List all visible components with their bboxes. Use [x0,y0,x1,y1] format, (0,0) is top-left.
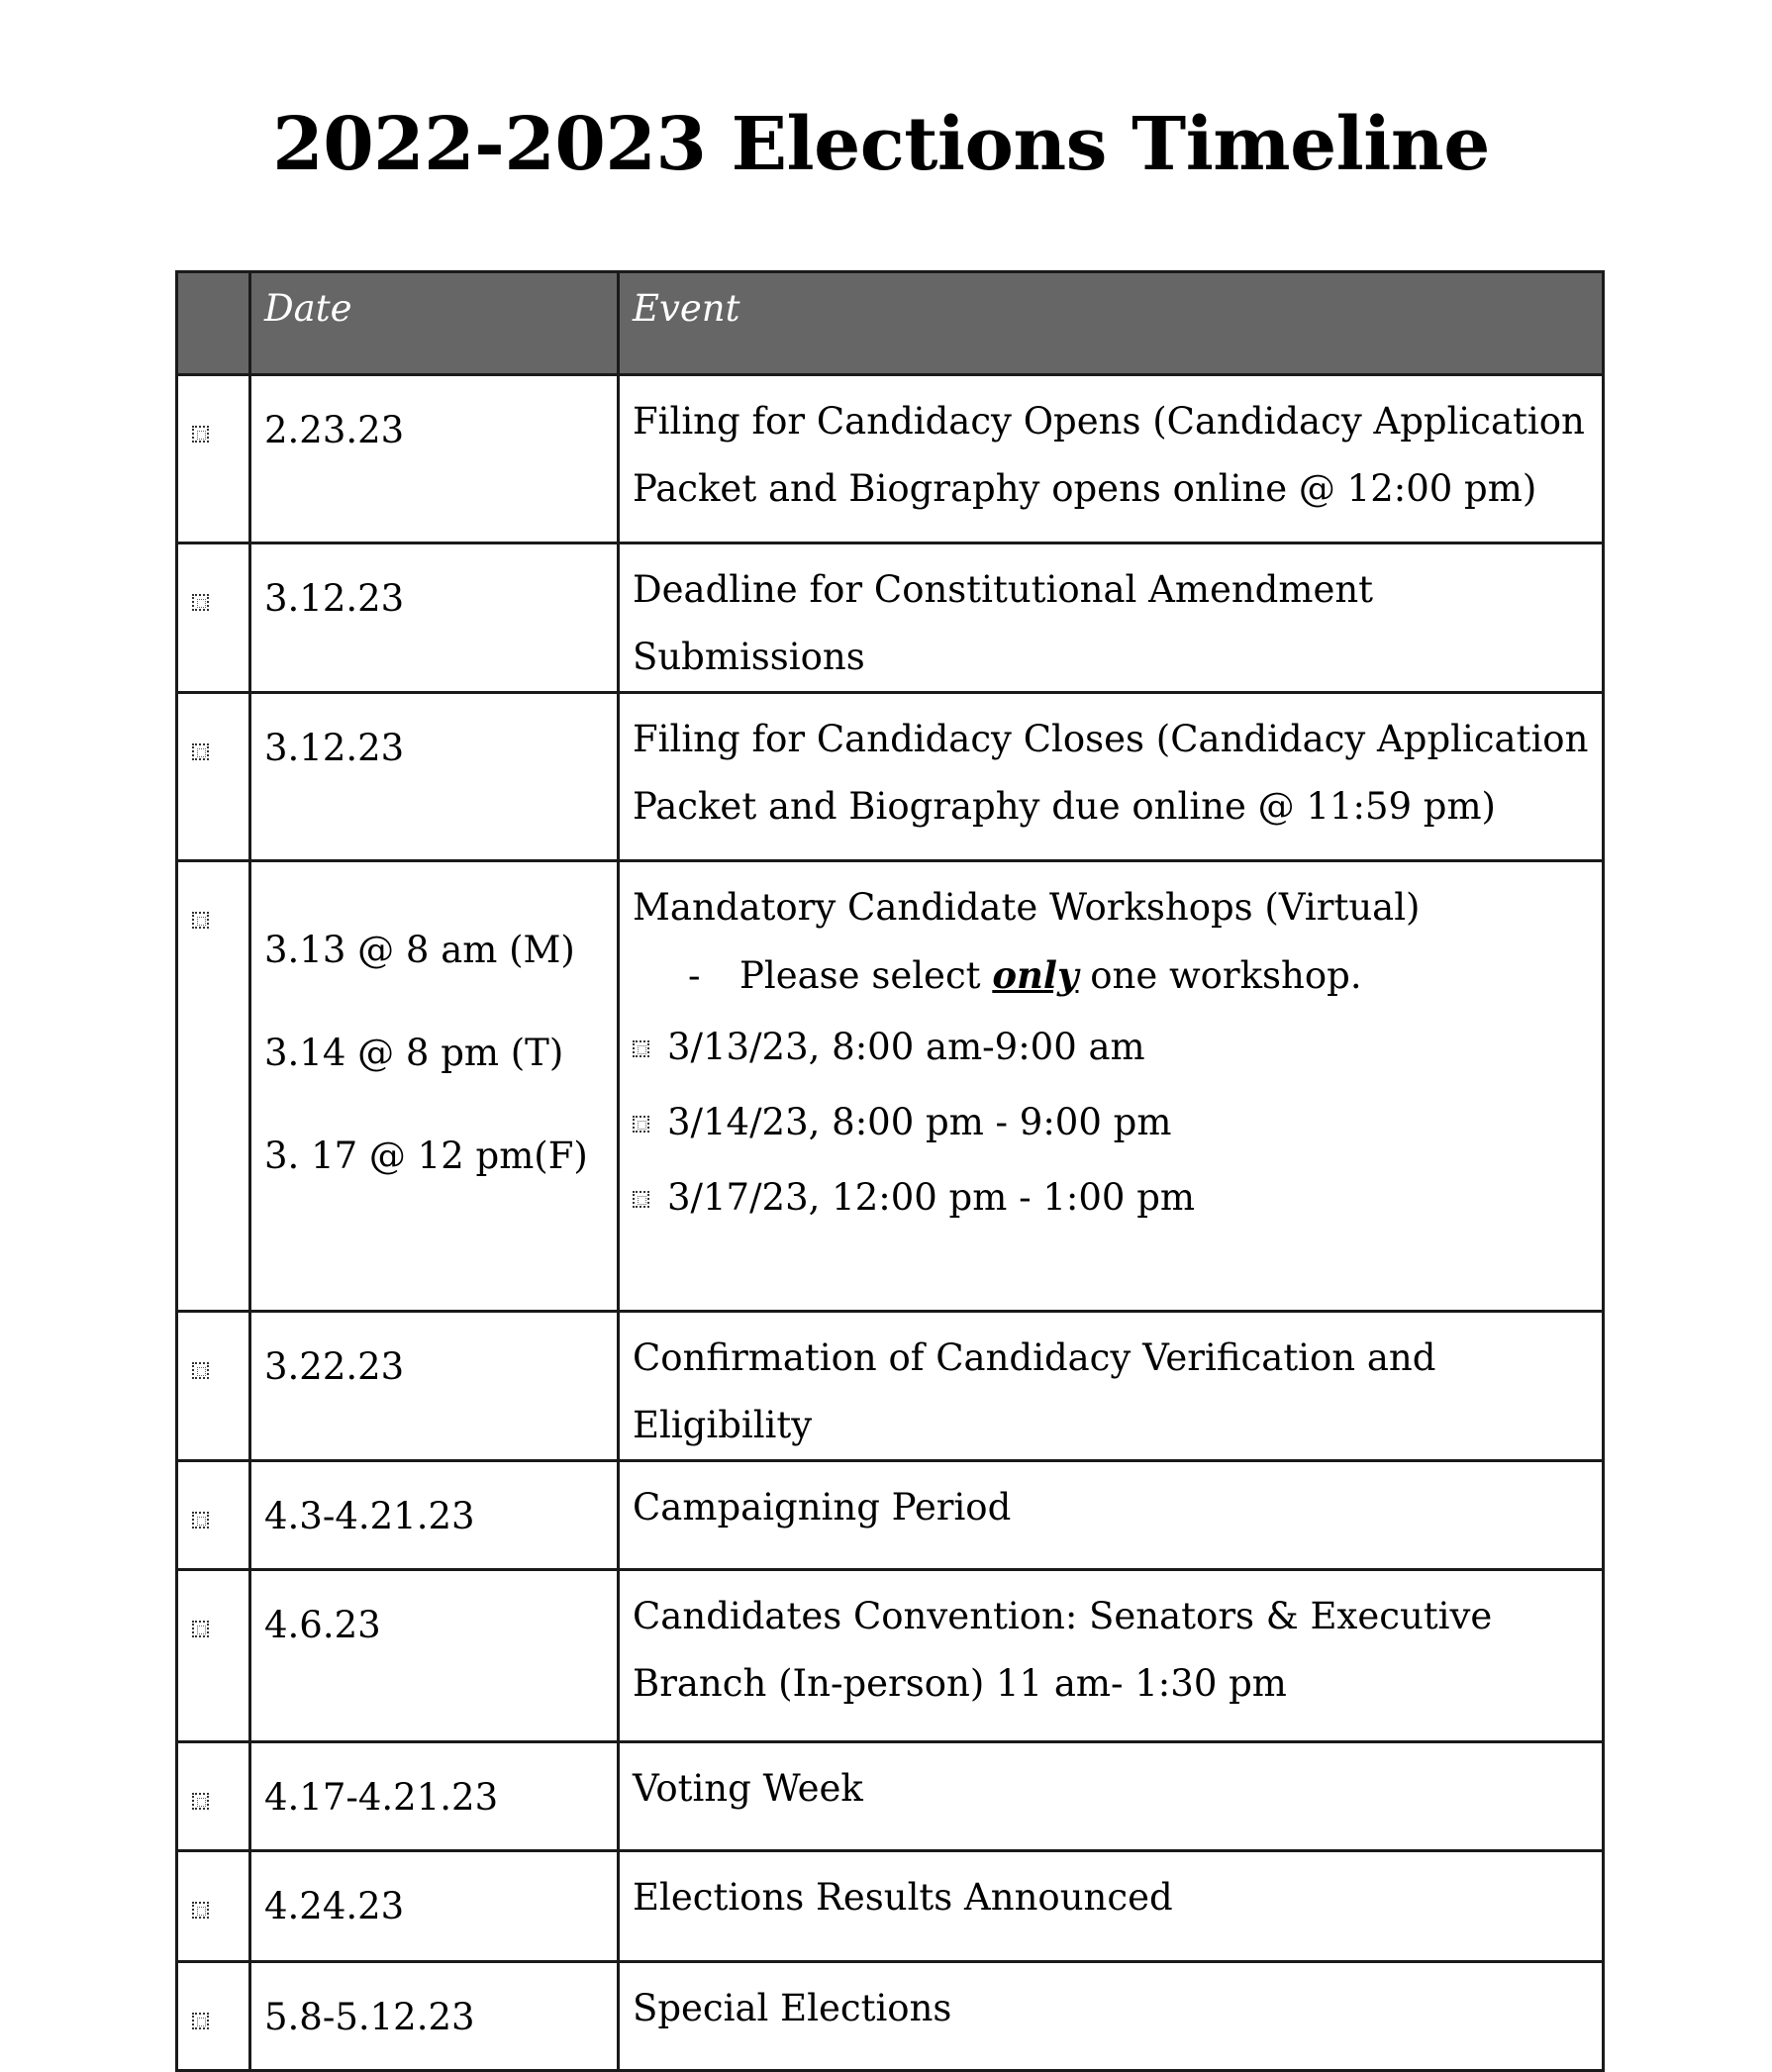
page-title: 2022-2023 Elections Timeline [272,102,1490,187]
checkbox-icon[interactable] [192,1362,209,1379]
table-row [177,1742,1604,1851]
workshop-option-label: 3/17/23, 12:00 pm - 1:00 pm [667,1176,1195,1219]
workshop-date: 3.14 @ 8 pm (T) [264,1032,564,1074]
checkbox-icon[interactable] [192,1621,209,1637]
row-date: 2.23.23 [250,375,619,543]
checkbox-column-header [177,272,250,375]
checkbox-icon[interactable] [633,1040,649,1057]
row-event: Special Elections [619,1962,1604,2071]
row-date: 4.24.23 [250,1851,619,1962]
table-row [177,693,1604,861]
row-date: 4.3-4.21.23 [250,1461,619,1570]
row-event: Confirmation of Candidacy Verification and Eligibility [619,1312,1604,1461]
event-column-header: Event [619,272,1604,375]
table-row [177,1851,1604,1962]
table-header-row [177,272,1604,375]
dash-bullet: - [688,954,701,997]
note-after: one workshop. [1090,954,1362,997]
row-event: Campaigning Period [619,1461,1604,1570]
row-date: 4.6.23 [250,1570,619,1742]
table-row [177,1461,1604,1570]
row-event: Filing for Candidacy Closes (Candidacy Application Packet and Biography due online @ 11:59 pm) [619,693,1604,861]
checkbox-icon[interactable] [192,2013,209,2029]
table-row [177,375,1604,543]
workshop-option[interactable] [633,1160,1592,1235]
table-row [177,543,1604,693]
row-event: Candidates Convention: Senators & Executive Branch (In-person) 11 am- 1:30 pm [619,1570,1604,1742]
checkbox-icon[interactable] [192,594,209,611]
workshop-dates [250,861,619,1312]
workshop-heading: Mandatory Candidate Workshops (Virtual) [633,886,1421,929]
workshop-note [633,941,1592,1010]
table-row [177,1312,1604,1461]
workshop-date: 3. 17 @ 12 pm(F) [264,1135,588,1177]
checkbox-icon[interactable] [192,426,209,443]
checkbox-icon[interactable] [192,743,209,760]
row-event: Voting Week [619,1742,1604,1851]
row-event: Deadline for Constitutional Amendment Submissions [619,543,1604,693]
checkbox-icon[interactable] [192,1902,209,1919]
checkbox-icon[interactable] [192,1512,209,1529]
workshop-option[interactable] [633,1085,1592,1160]
checkbox-icon[interactable] [633,1116,649,1133]
date-column-header: Date [250,272,619,375]
row-date: 4.17-4.21.23 [250,1742,619,1851]
workshop-event [619,861,1604,1312]
row-date: 3.12.23 [250,543,619,693]
row-event: Filing for Candidacy Opens (Candidacy Application Packet and Biography opens online @ 12:00 pm) [619,375,1604,543]
row-date: 3.12.23 [250,693,619,861]
note-emphasis: only [992,953,1079,997]
checkbox-icon[interactable] [192,1793,209,1810]
note-before: Please select [739,954,981,997]
workshop-option[interactable] [633,1010,1592,1085]
table-row [177,1962,1604,2071]
workshop-row [177,861,1604,1312]
workshop-option-label: 3/14/23, 8:00 pm - 9:00 pm [667,1101,1172,1143]
workshop-date: 3.13 @ 8 am (M) [264,929,575,971]
row-event: Elections Results Announced [619,1851,1604,1962]
elections-timeline-table [175,270,1605,2072]
checkbox-icon[interactable] [633,1191,649,1208]
table-row [177,1570,1604,1742]
checkbox-icon[interactable] [192,912,209,929]
row-date: 5.8-5.12.23 [250,1962,619,2071]
workshop-option-label: 3/13/23, 8:00 am-9:00 am [667,1026,1145,1068]
row-date: 3.22.23 [250,1312,619,1461]
